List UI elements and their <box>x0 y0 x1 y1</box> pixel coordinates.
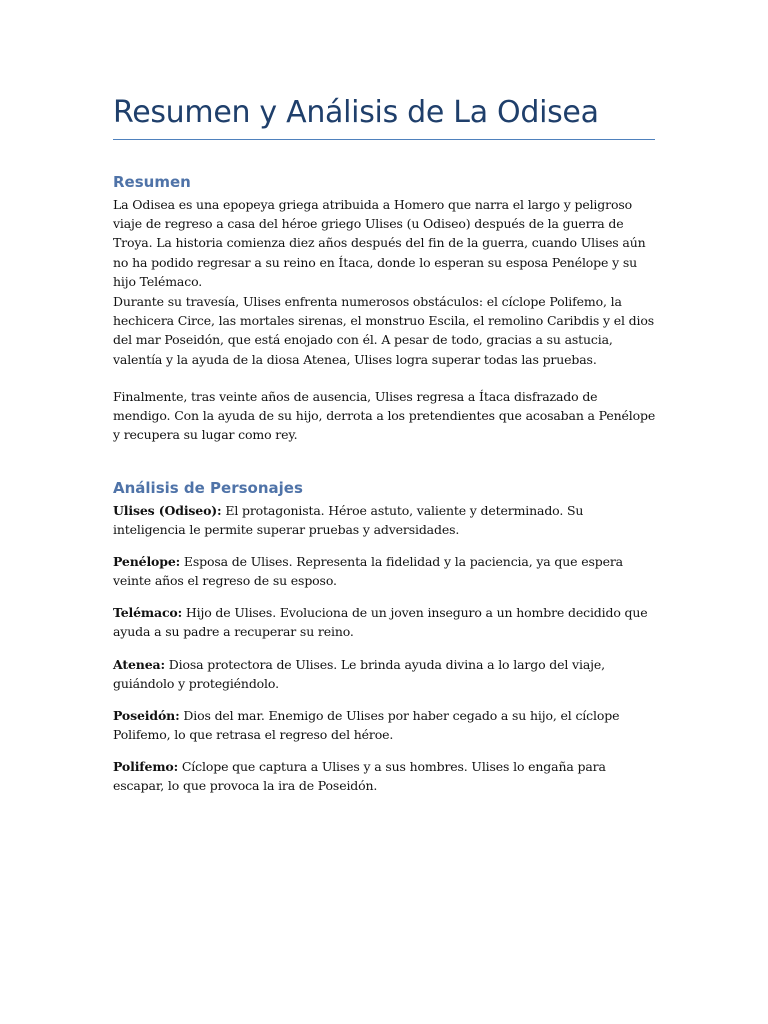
character-description: Cíclope que captura a Ulises y a sus hombres. Ulises lo engaña para escapar, lo que provoca la ira de Poseidón. <box>113 759 606 794</box>
page-title: Resumen y Análisis de La Odisea <box>113 95 599 130</box>
character-description: Esposa de Ulises. Representa la fidelidad y la paciencia, ya que espera veinte años el regreso de su esposo. <box>113 554 623 589</box>
resumen-paragraph-1: La Odisea es una epopeya griega atribuida a Homero que narra el largo y peligroso viaje de regreso a casa del héroe griego Ulises (u Odiseo) después de la guerra de Troya. La historia comienza diez años después del fin de la guerra, cuando Ulises aún no ha podido regresar a su reino en Ítaca, donde lo esperan su esposa Penélope y su hijo Telémaco. <box>113 197 646 289</box>
section-heading-analisis: Análisis de Personajes <box>113 479 303 497</box>
character-entry-atenea <box>113 655 658 693</box>
character-entry-telemaco <box>113 603 658 641</box>
section-heading-resumen: Resumen <box>113 173 191 191</box>
character-description: Hijo de Ulises. Evoluciona de un joven inseguro a un hombre decidido que ayuda a su padre a recuperar su reino. <box>113 605 648 640</box>
character-name: Polifemo: <box>113 759 179 774</box>
character-name: Telémaco: <box>113 605 183 620</box>
resumen-paragraph-3: Finalmente, tras veinte años de ausencia, Ulises regresa a Ítaca disfrazado de mendigo. Con la ayuda de su hijo, derrota a los pretendientes que acosaban a Penélope y recupera su lugar como rey. <box>113 389 656 443</box>
character-entry-penelope <box>113 552 658 590</box>
character-name: Ulises (Odiseo): <box>113 503 222 518</box>
character-entry-poseidon <box>113 706 658 744</box>
title-underline-rule <box>113 139 655 140</box>
character-name: Atenea: <box>113 657 165 672</box>
character-entry-polifemo <box>113 757 658 795</box>
character-name: Penélope: <box>113 554 181 569</box>
character-entry-ulises <box>113 501 658 539</box>
character-name: Poseidón: <box>113 708 180 723</box>
resumen-paragraph-2: Durante su travesía, Ulises enfrenta numerosos obstáculos: el cíclope Polifemo, la hechicera Circe, las mortales sirenas, el monstruo Escila, el remolino Caribdis y el dios del mar Poseidón, que está enojado con él. A pesar de todo, gracias a su astucia, valentía y la ayuda de la diosa Atenea, Ulises logra superar todas las pruebas. <box>113 294 655 367</box>
character-description: El protagonista. Héroe astuto, valiente y determinado. Su inteligencia le permite superar pruebas y adversidades. <box>113 503 584 538</box>
character-description: Diosa protectora de Ulises. Le brinda ayuda divina a lo largo del viaje, guiándolo y protegiéndolo. <box>113 657 605 692</box>
character-description: Dios del mar. Enemigo de Ulises por haber cegado a su hijo, el cíclope Polifemo, lo que retrasa el regreso del héroe. <box>113 708 620 743</box>
